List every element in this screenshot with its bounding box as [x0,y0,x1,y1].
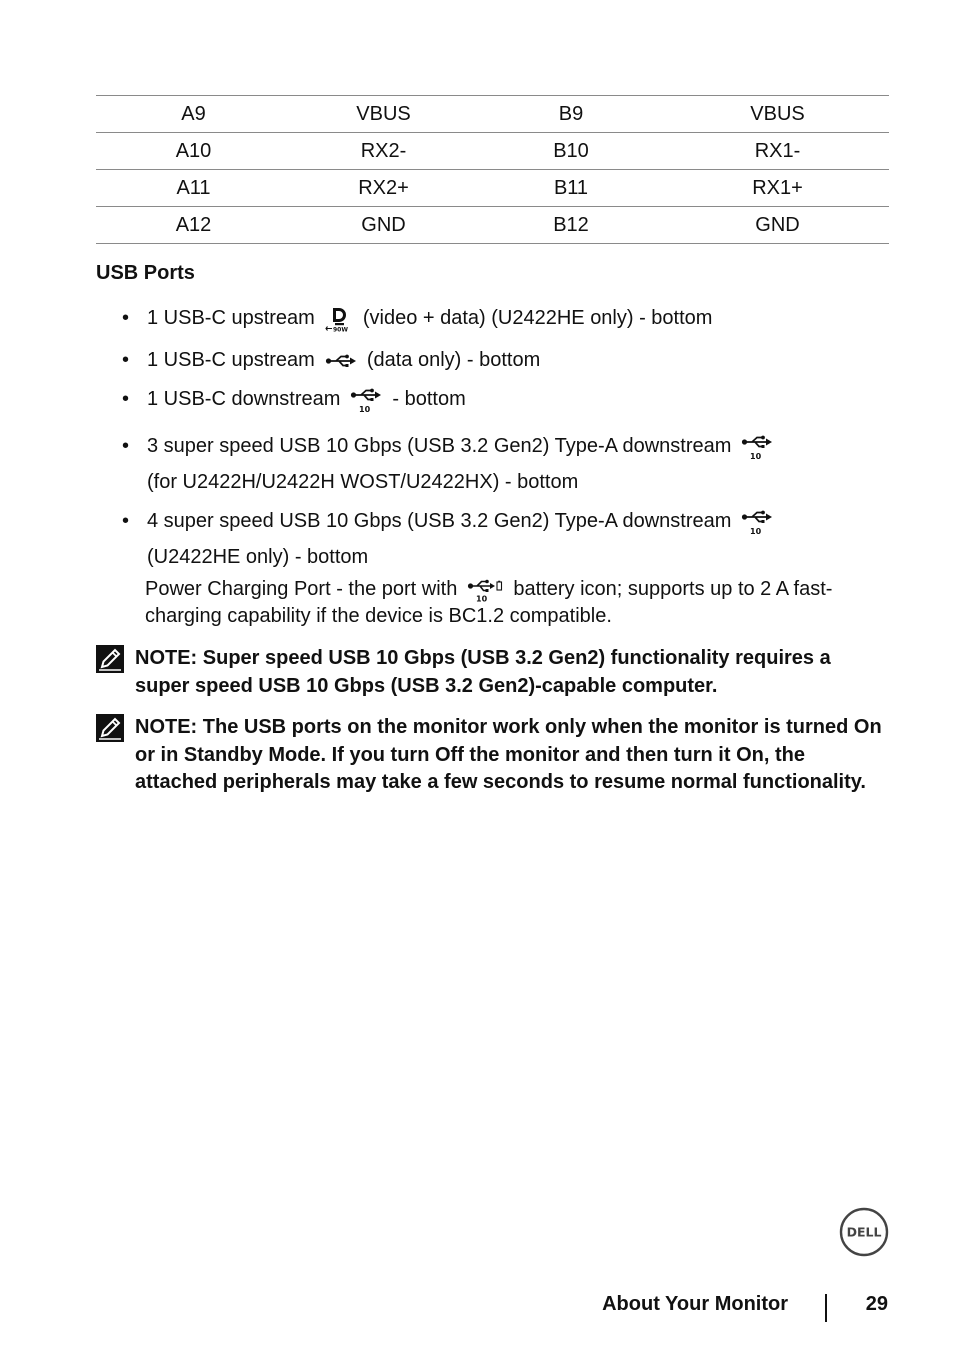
table-cell: B10 [476,133,666,170]
usb-10-icon [741,434,773,460]
note-pencil-icon [96,645,124,673]
list-item-text: 1 USB-C upstream [147,349,315,371]
list-item-text: 3 super speed USB 10 Gbps (USB 3.2 Gen2) Type-A downstream [147,435,732,457]
table-cell: A11 [96,170,291,207]
table-cell: RX1+ [666,170,889,207]
section-title: USB Ports [96,262,195,284]
icon-label: 10 [750,526,762,535]
dell-logo [839,1207,889,1257]
table-cell: GND [666,207,889,244]
table-cell: A10 [96,133,291,170]
table-cell: VBUS [291,96,476,133]
table-row [96,207,889,244]
table-cell: A12 [96,207,291,244]
table-cell: A9 [96,96,291,133]
usb-10-icon [350,387,382,413]
icon-label: 10 [359,404,371,413]
list-item [147,503,783,539]
bullet: • [122,435,130,457]
table-cell: RX1- [666,133,889,170]
table-cell: RX2+ [291,170,476,207]
icon-label: 10 [750,451,762,460]
table-row [96,170,889,207]
list-item-text: 1 USB-C upstream [147,307,315,329]
note-text: NOTE: The USB ports on the monitor work only when the monitor is turned On or in Standby Mode. If you turn Off the monitor and then turn it On, the attached peripherals may take a few seconds to resume normal functionality. [135,716,882,793]
table-row [96,96,889,133]
usb-10-battery-icon [467,578,503,602]
icon-label: 10 [476,594,488,602]
list-item [147,428,783,464]
table-cell: RX2- [291,133,476,170]
list-item-text: 4 super speed USB 10 Gbps (USB 3.2 Gen2) Type-A downstream [147,510,732,532]
list-item-text: (video + data) (U2422HE only) - bottom [362,307,713,329]
table-cell: VBUS [666,96,889,133]
list-item-text: (data only) - bottom [366,349,541,371]
logo-text: DELL [846,1224,882,1240]
list-item [147,300,712,336]
list-item-continuation: (for U2422H/U2422H WOST/U2422HX) - bottom [147,471,579,493]
table-cell: B11 [476,170,666,207]
footer-section-title: About Your Monitor [602,1293,788,1315]
table-cell: B12 [476,207,666,244]
list-item [147,381,466,417]
pin-assignment-table [96,95,889,244]
displayport-90w-icon [325,306,353,332]
list-item-text: - bottom [392,388,466,410]
icon-label: 90W [332,326,348,332]
paragraph-text: battery icon; supports up to 2 A fast-charging capability if the device is BC1.2 compatible. [145,578,833,627]
usb-10-icon [741,509,773,535]
note-pencil-icon [96,714,124,742]
list-item-text: 1 USB-C downstream [147,388,341,410]
page-number: 29 [865,1293,888,1315]
list-item-continuation: (U2422HE only) - bottom [147,546,369,568]
bullet: • [122,349,130,371]
note-text: NOTE: Super speed USB 10 Gbps (USB 3.2 Gen2) functionality requires a super speed USB 10 Gbps (USB 3.2 Gen2)-capable computer. [135,647,831,697]
bullet: • [122,307,130,329]
usb-icon [325,353,357,369]
table-cell: GND [291,207,476,244]
bullet: • [122,388,130,410]
list-item [147,342,540,378]
paragraph-text: Power Charging Port - the port with [145,578,458,600]
table-cell: B9 [476,96,666,133]
table-row [96,133,889,170]
power-charging-paragraph [145,576,875,630]
bullet: • [122,510,130,532]
footer-divider [825,1294,827,1322]
